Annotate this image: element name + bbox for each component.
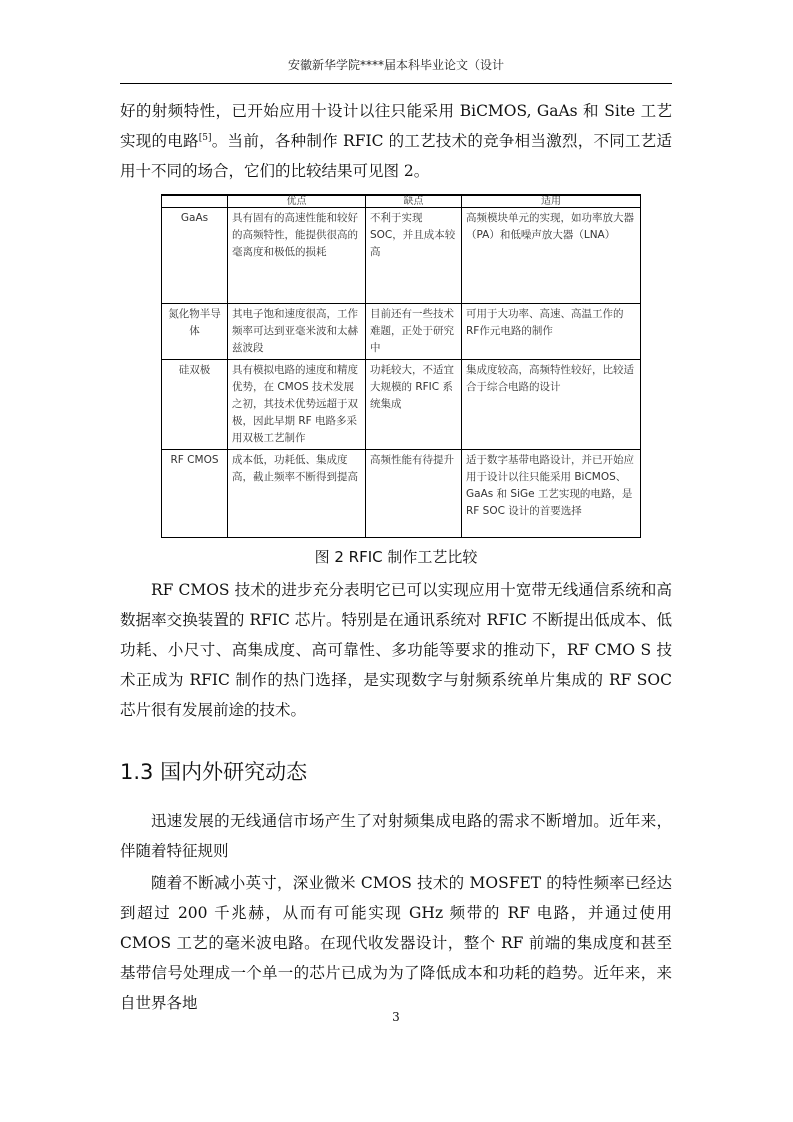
- header-use: 适用: [462, 195, 641, 208]
- section-heading: 1.3 国内外研究动态: [120, 760, 308, 784]
- row-pros: 其电子饱和速度很高，工作频率可达到亚毫米波和太赫兹波段: [228, 304, 366, 360]
- header-blank: [162, 195, 228, 208]
- row-cons: 功耗较大，不适宜大规模的 RFIC 系统集成: [366, 360, 462, 450]
- row-pros: 具有模拟电路的速度和精度优势，在 CMOS 技术发展之初，其技术优势远超于双极，因此早期 RF 电路多采用双极工艺制作: [228, 360, 366, 450]
- paragraph-1-text-a: 好的射频特性，已开始应用十设计以往只能采用 BiCMOS, GaAs 和 Site 工艺实现的电路: [120, 102, 672, 150]
- figure-caption: 图 2 RFIC 制作工艺比较: [314, 548, 478, 566]
- row-name: 硅双极: [162, 360, 228, 450]
- paragraph-1: [120, 96, 672, 186]
- header-pros: 优点: [228, 195, 366, 208]
- row-use: 可用于大功率、高速、高温工作的RF作元电路的制作: [462, 304, 641, 360]
- header-cons: 缺点: [366, 195, 462, 208]
- row-cons: 高频性能有待提升: [366, 450, 462, 538]
- table-row: [162, 304, 641, 360]
- paragraph-2: RF CMOS 技术的进步充分表明它已可以实现应用十宽带无线通信系统和高数据率交换装置的 RFIC 芯片。特别是在通讯系统对 RFIC 不断提出低成本、低功耗、小尺寸、高集成度、高可靠性、多功能等要求的推动下，RF CMO S 技术正成为 RFIC 制作的热门选择，是实现数字与射频系统单片集成的 RF SOC 芯片很有发展前途的技术。: [120, 581, 672, 719]
- table-row: [162, 450, 641, 538]
- row-use: 适于数字基带电路设计，并已开始应用于设计以往只能采用 BiCMOS、GaAs 和 SiGe 工艺实现的电路，是 RF SOC 设计的首要选择: [462, 450, 641, 538]
- row-name: 氮化物半导体: [162, 304, 228, 360]
- row-use: 高频模块单元的实现，如功率放大器（PA）和低噪声放大器（LNA）: [462, 208, 641, 304]
- row-pros: 具有固有的高速性能和较好的高频特性，能提供很高的毫离度和极低的损耗: [228, 208, 366, 304]
- page-number: 3: [392, 1010, 400, 1024]
- paragraph-4: 随着不断减小英寸，深业微米 CMOS 技术的 MOSFET 的特性频率已经达到超过 200 千兆赫，从而有可能实现 GHz 频带的 RF 电路，并通过使用 CMOS 工艺的毫米波电路。在现代收发器设计，整个 RF 前端的集成度和甚至基带信号处理成一个单一的芯片已成为为了降低成本和功耗的趋势。近年来，来自世界各地: [120, 874, 672, 1012]
- page-header: 安徽新华学院****届本科毕业论文（设计: [287, 58, 504, 72]
- paragraph-3: 迅速发展的无线通信市场产生了对射频集成电路的需求不断增加。近年来，伴随着特征规则: [120, 812, 672, 860]
- row-cons: 不利于实现 SOC，并且成本较高: [366, 208, 462, 304]
- row-pros: 成本低，功耗低、集成度高，截止频率不断得到提高: [228, 450, 366, 538]
- table-row: [162, 208, 641, 304]
- citation-ref: [5]: [198, 132, 212, 143]
- row-use: 集成度较高，高频特性较好，比较适合于综合电路的设计: [462, 360, 641, 450]
- row-name: RF CMOS: [162, 450, 228, 538]
- process-comparison-table: [161, 194, 641, 538]
- row-name: GaAs: [162, 208, 228, 304]
- header-rule: [120, 83, 672, 84]
- table-header-row: [162, 195, 641, 208]
- paragraph-1-text-b: 。当前，各种制作 RFIC 的工艺技术的竞争相当激烈，不同工艺适用十不同的场合，它们的比较结果可见图 2。: [120, 132, 672, 180]
- row-cons: 目前还有一些技术难题，正处于研究中: [366, 304, 462, 360]
- table-row: [162, 360, 641, 450]
